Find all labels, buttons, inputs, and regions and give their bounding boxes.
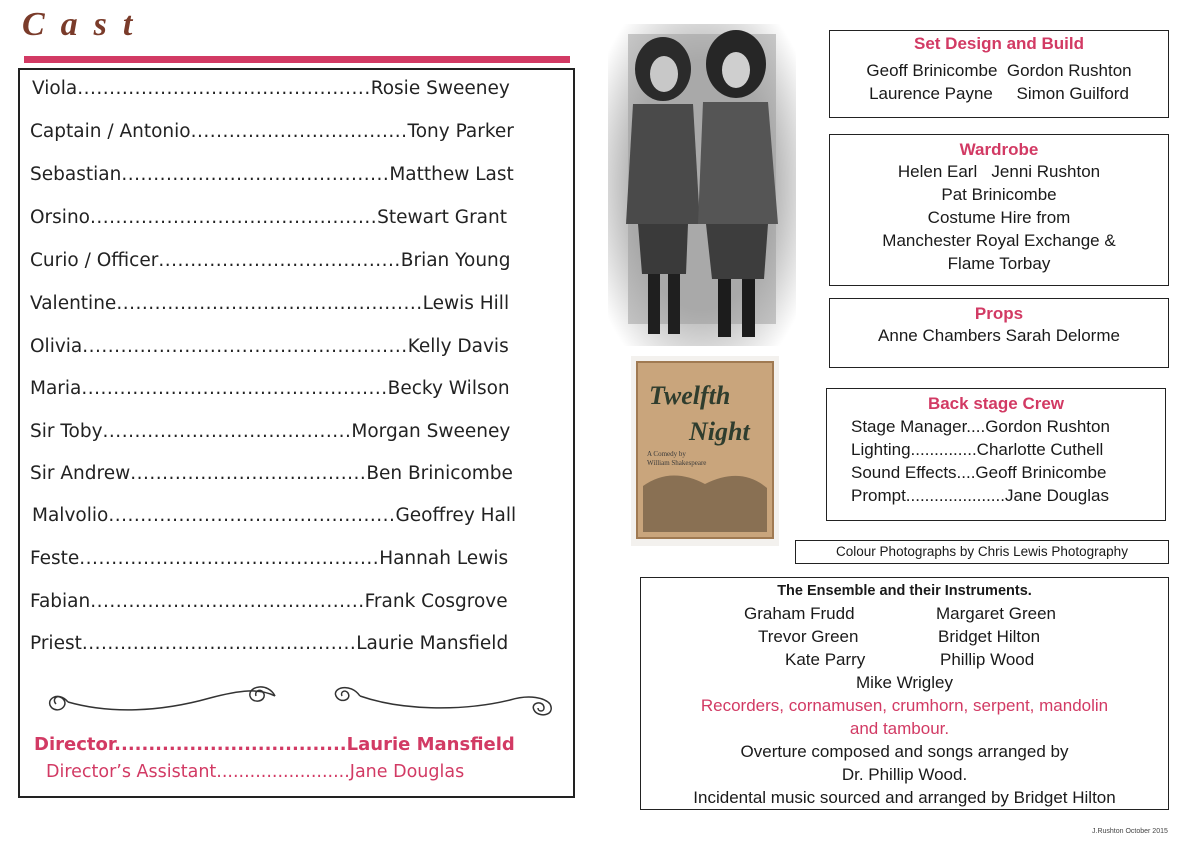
ensemble-heading: The Ensemble and their Instruments.	[777, 583, 1032, 599]
poster-subtitle2: William Shakespeare	[647, 459, 707, 467]
wardrobe-line: Costume Hire from	[927, 208, 1071, 227]
ensemble-member: Margaret Green	[936, 604, 1056, 623]
ensemble-row	[641, 625, 1168, 648]
props-line: Anne Chambers Sarah Delorme	[878, 326, 1120, 345]
instruments-line: and tambour.	[849, 719, 950, 738]
ensemble-member: Bridget Hilton	[938, 627, 1041, 646]
wardrobe-box	[829, 134, 1169, 286]
set-design-line2: Laurence Payne Simon Guilford	[869, 84, 1129, 103]
cast-row: Viola..............................................Rosie Sweeney	[32, 78, 510, 99]
cast-row: Fabian...........................................Frank Cosgrove	[30, 591, 508, 612]
twelfth-night-poster	[631, 356, 779, 546]
director-assistant-credit: Director’s Assistant........................Jane Douglas	[46, 762, 465, 782]
cast-row: Maria................................................Becky Wilson	[30, 378, 510, 399]
ensemble-row	[641, 648, 1168, 671]
incidental-music-credit: Incidental music sourced and arranged by Bridget Hilton	[693, 788, 1116, 807]
ensemble-box	[640, 577, 1169, 810]
ensemble-member: Graham Frudd	[744, 604, 855, 623]
ensemble-member: Trevor Green	[758, 627, 859, 646]
footer-credit: J.Rushton October 2015	[1092, 828, 1168, 835]
crew-row: Stage Manager....Gordon Rushton	[851, 417, 1110, 436]
cast-row: Malvolio.............................................Geoffrey Hall	[32, 505, 517, 526]
props-box	[829, 298, 1169, 368]
set-design-heading: Set Design and Build	[913, 34, 1085, 53]
crew-row: Sound Effects....Geoff Brinicombe	[851, 463, 1107, 482]
cast-row: Priest...........................................Laurie Mansfield	[30, 633, 509, 654]
ensemble-row	[641, 602, 1168, 625]
set-design-line1: Geoff Brinicombe Gordon Rushton	[866, 61, 1132, 80]
overture-credit: Overture composed and songs arranged by	[740, 742, 1069, 761]
ensemble-member: Kate Parry	[785, 650, 866, 669]
poster-title-line2: Night	[689, 417, 750, 446]
swirl-ornament	[40, 672, 560, 722]
ensemble-member: Mike Wrigley	[856, 673, 953, 692]
director-credit: Director..................................Laurie Mansfield	[34, 734, 515, 755]
cast-title: Cast	[22, 6, 149, 43]
cast-row: Feste...............................................Hannah Lewis	[30, 548, 509, 569]
cast-row: Sir Andrew.....................................Ben Brinicombe	[30, 463, 513, 484]
wardrobe-line: Flame Torbay	[947, 254, 1051, 273]
props-heading: Props	[974, 304, 1024, 323]
instruments-line: Recorders, cornamusen, crumhorn, serpent, mandolin	[700, 696, 1109, 715]
backstage-crew-box	[826, 388, 1166, 521]
photo-credit: Colour Photographs by Chris Lewis Photography	[795, 540, 1169, 564]
wardrobe-line: Manchester Royal Exchange &	[882, 231, 1116, 250]
crew-heading: Back stage Crew	[927, 394, 1065, 413]
cast-row: Curio / Officer......................................Brian Young	[30, 250, 511, 271]
ensemble-member: Phillip Wood	[940, 650, 1035, 669]
cast-row: Valentine................................................Lewis Hill	[30, 293, 510, 314]
cast-photo	[608, 24, 796, 346]
set-design-box	[829, 30, 1169, 118]
wardrobe-line: Helen Earl Jenni Rushton	[897, 162, 1101, 181]
crew-row: Prompt.....................Jane Douglas	[851, 486, 1109, 505]
overture-credit: Dr. Phillip Wood.	[841, 765, 968, 784]
wardrobe-line: Pat Brinicombe	[941, 185, 1057, 204]
cast-row: Orsino.............................................Stewart Grant	[30, 207, 507, 228]
poster-subtitle1: A Comedy by	[647, 450, 686, 458]
title-underline	[24, 56, 570, 63]
crew-row: Lighting..............Charlotte Cuthell	[851, 440, 1104, 459]
cast-row: Olivia...................................................Kelly Davis	[30, 336, 509, 357]
cast-row: Sebastian..........................................Matthew Last	[30, 164, 514, 185]
poster-title-line1: Twelfth	[649, 381, 731, 410]
cast-row: Captain / Antonio..................................Tony Parker	[30, 121, 514, 142]
wardrobe-heading: Wardrobe	[959, 140, 1039, 159]
cast-row: Sir Toby.......................................Morgan Sweeney	[30, 421, 511, 442]
